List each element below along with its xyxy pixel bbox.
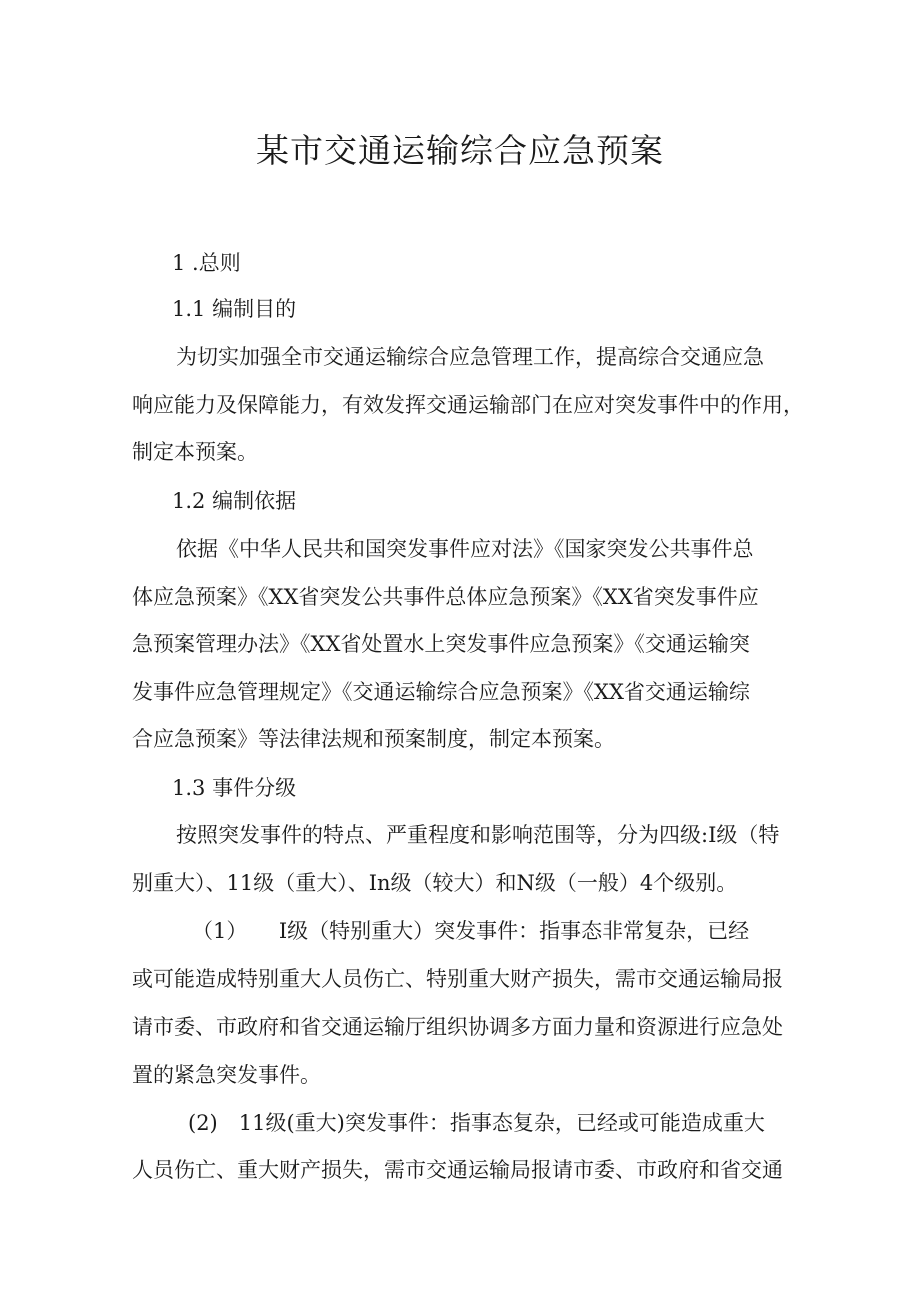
paragraph-line: 置的紧急突发事件。 xyxy=(132,1063,321,1087)
paragraph-line: 体应急预案》《XX省突发公共事件总体应急预案》《XX省突发事件应 xyxy=(132,585,759,609)
paragraph-line: 按照突发事件的特点、严重程度和影响范围等，分为四级:I级（特 xyxy=(176,823,780,847)
section-heading-general: 1 .总则 xyxy=(172,251,241,275)
paragraph-line: 制定本预案。 xyxy=(132,440,258,464)
paragraph-line: 请市委、市政府和省交通运输厅组织协调多方面力量和资源进行应急处 xyxy=(132,1015,783,1039)
paragraph-line: 依据《中华人民共和国突发事件应对法》《国家突发公共事件总 xyxy=(176,537,754,561)
paragraph-line: 人员伤亡、重大财产损失，需市交通运输局报请市委、市政府和省交通 xyxy=(132,1158,783,1182)
paragraph-line: 为切实加强全市交通运输综合应急管理工作，提高综合交通应急 xyxy=(176,345,764,369)
paragraph-line: 急预案管理办法》《XX省处置水上突发事件应急预案》《交通运输突 xyxy=(132,632,750,656)
paragraph-line: 别重大）、11级（重大）、In级（较大）和N级（一般）4个级别。 xyxy=(132,871,738,895)
paragraph-line: 响应能力及保障能力，有效发挥交通运输部门在应对突发事件中的作用， xyxy=(132,393,804,417)
section-heading-purpose: 1.1 编制目的 xyxy=(172,297,297,321)
section-heading-basis: 1.2 编制依据 xyxy=(172,489,297,513)
paragraph-line: （1） I级（特别重大）突发事件：指事态非常复杂，已经 xyxy=(192,919,750,943)
paragraph-line: 或可能造成特别重大人员伤亡、特别重大财产损失，需市交通运输局报 xyxy=(132,967,783,991)
paragraph-line: 发事件应急管理规定》《交通运输综合应急预案》《XX省交通运输综 xyxy=(132,680,750,704)
section-heading-classification: 1.3 事件分级 xyxy=(172,776,297,800)
paragraph-line: 合应急预案》等法律法规和预案制度，制定本预案。 xyxy=(132,727,615,751)
document-title: 某市交通运输综合应急预案 xyxy=(256,131,664,170)
paragraph-line: (2) 11级(重大)突发事件：指事态复杂，已经或可能造成重大 xyxy=(188,1111,765,1135)
